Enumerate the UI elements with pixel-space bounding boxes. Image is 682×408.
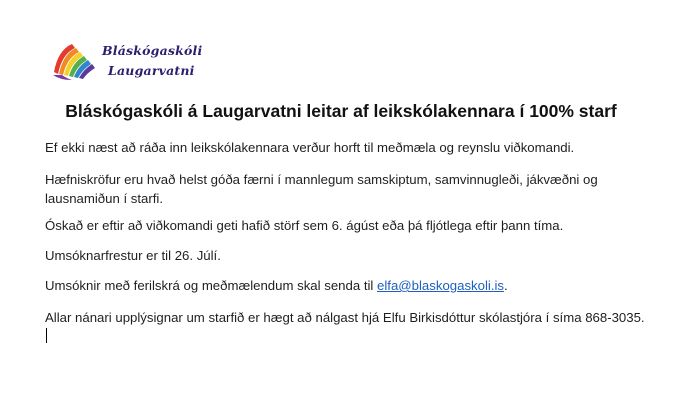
logo-location: Laugarvatni: [108, 63, 195, 78]
application-period: .: [504, 278, 508, 293]
page-title: Bláskógaskóli á Laugarvatni leitar af leikskólakennara í 100% starf: [65, 101, 617, 121]
text-cursor: [46, 328, 47, 343]
school-logo: [50, 38, 220, 82]
email-link[interactable]: elfa@blaskogaskoli.is: [377, 278, 505, 293]
contact-text: Allar nánari upplýsignar um starfið er hægt að nálgast hjá Elfu Birkisdóttur skólastjóra í síma 868-3035.: [45, 310, 645, 325]
paragraph-application: [45, 276, 645, 295]
paragraph-start-date: Óskað er eftir að viðkomandi geti hafið störf sem 6. ágúst eða þá fljótlega eftir þann tíma.: [45, 218, 564, 233]
paragraph-qualifications: Hæfniskröfur eru hvað helst góða færni í mannlegum samskiptum, samvinnugleði, jákvæðni og lausnamiðun í starfi.: [45, 172, 598, 206]
logo-school-name: Bláskógaskóli: [102, 43, 203, 58]
paragraph-deadline: Umsóknarfrestur er til 26. Júlí.: [45, 248, 221, 263]
application-text: Umsóknir með ferilskrá og meðmælendum skal senda til: [45, 278, 378, 293]
rainbow-hand-logo-icon: [50, 38, 106, 82]
paragraph-reference-note: Ef ekki næst að ráða inn leikskólakennara verður horft til meðmæla og reynslu viðkomandi.: [45, 140, 575, 155]
paragraph-contact: [45, 308, 645, 346]
